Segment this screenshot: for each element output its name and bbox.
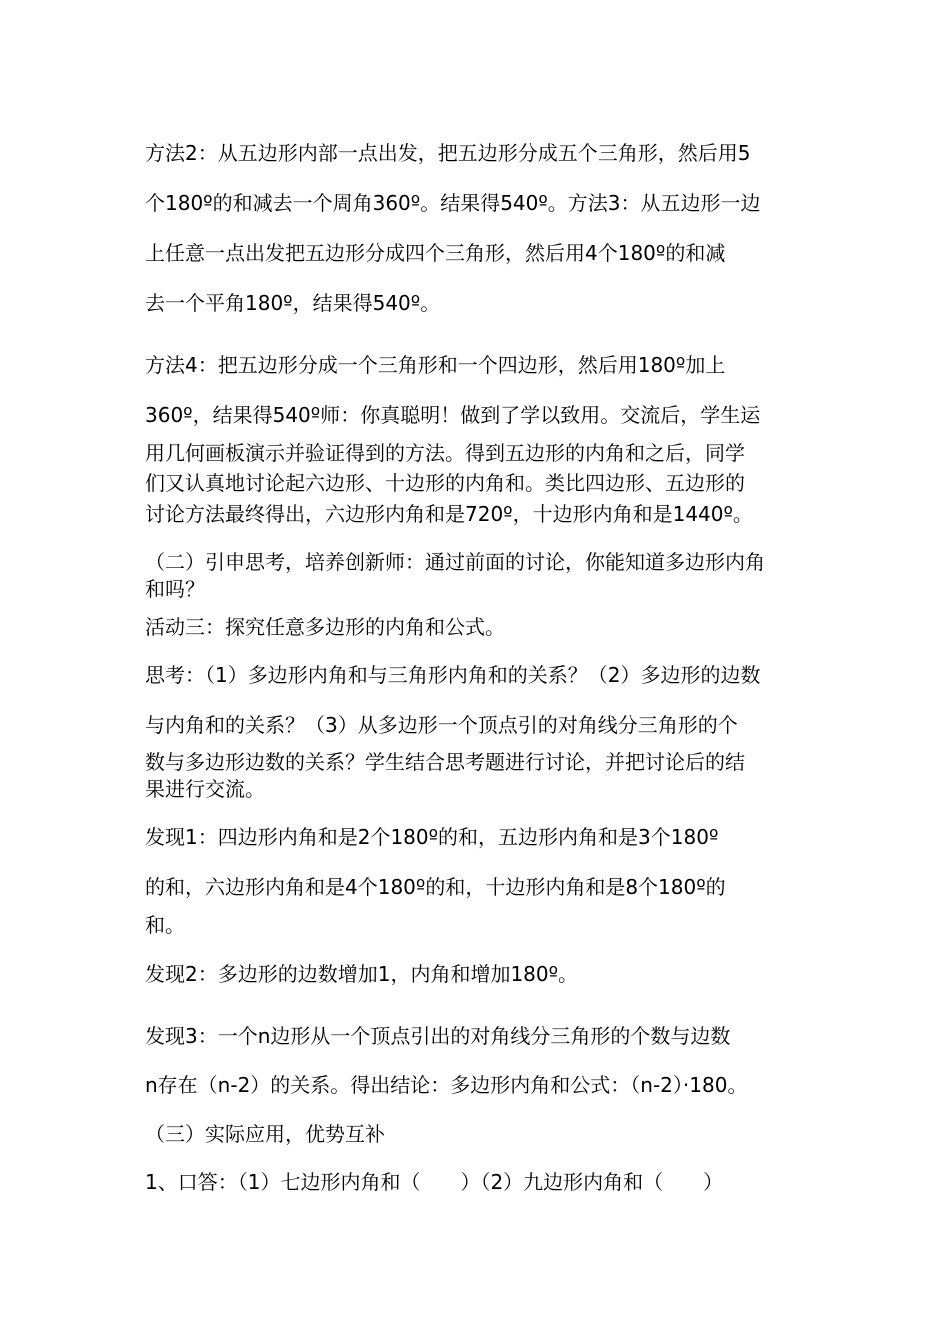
text-line-17: 发现1：四边形内角和是2个180º的和，五边形内角和是3个180º [145,825,719,849]
text-line-23: （三）实际应用，优势互补 [145,1122,385,1146]
text-line-12: 活动三：探究任意多边形的内角和公式。 [145,615,505,639]
text-line-11: 和吗？ [145,577,205,601]
text-line-10: （二）引申思考，培养创新师：通过前面的讨论，你能知道多边形内角 [145,550,765,574]
text-line-7: 用几何画板演示并验证得到的方法。得到五边形的内角和之后，同学 [145,441,745,465]
text-line-6: 360º，结果得540º师：你真聪明！做到了学以致用。交流后，学生运 [145,403,761,427]
text-line-9: 讨论方法最终得出，六边形内角和是720º，十边形内角和是1440º。 [145,502,753,526]
text-line-3: 上任意一点出发把五边形分成四个三角形，然后用4个180º的和减 [145,241,726,265]
text-line-19: 和。 [145,913,185,937]
text-line-5: 方法4：把五边形分成一个三角形和一个四边形，然后用180º加上 [145,353,726,377]
text-line-1: 方法2：从五边形内部一点出发，把五边形分成五个三角形，然后用5 [145,141,751,165]
text-line-21: 发现3：一个n边形从一个顶点引出的对角线分三角形的个数与边数 [145,1024,731,1048]
text-line-14: 与内角和的关系？（3）从多边形一个顶点引的对角线分三角形的个 [145,713,738,737]
text-line-8: 们又认真地讨论起六边形、十边形的内角和。类比四边形、五边形的 [145,471,745,495]
text-line-4: 去一个平角180º，结果得540º。 [145,291,441,315]
text-line-20: 发现2：多边形的边数增加1，内角和增加180º。 [145,962,579,986]
text-line-16: 果进行交流。 [145,777,265,801]
text-line-13: 思考：（1）多边形内角和与三角形内角和的关系？（2）多边形的边数 [145,663,761,687]
text-line-22: n存在（n-2）的关系。得出结论：多边形内角和公式：（n-2）·180。 [145,1073,748,1097]
text-line-24: 1、口答：（1）七边形内角和（ ）（2）九边形内角和（ ） [145,1170,724,1194]
text-line-15: 数与多边形边数的关系？学生结合思考题进行讨论，并把讨论后的结 [145,750,745,774]
text-line-2: 个180º的和减去一个周角360º。结果得540º。方法3：从五边形一边 [145,191,761,215]
text-line-18: 的和，六边形内角和是4个180º的和，十边形内角和是8个180º的 [145,875,726,899]
